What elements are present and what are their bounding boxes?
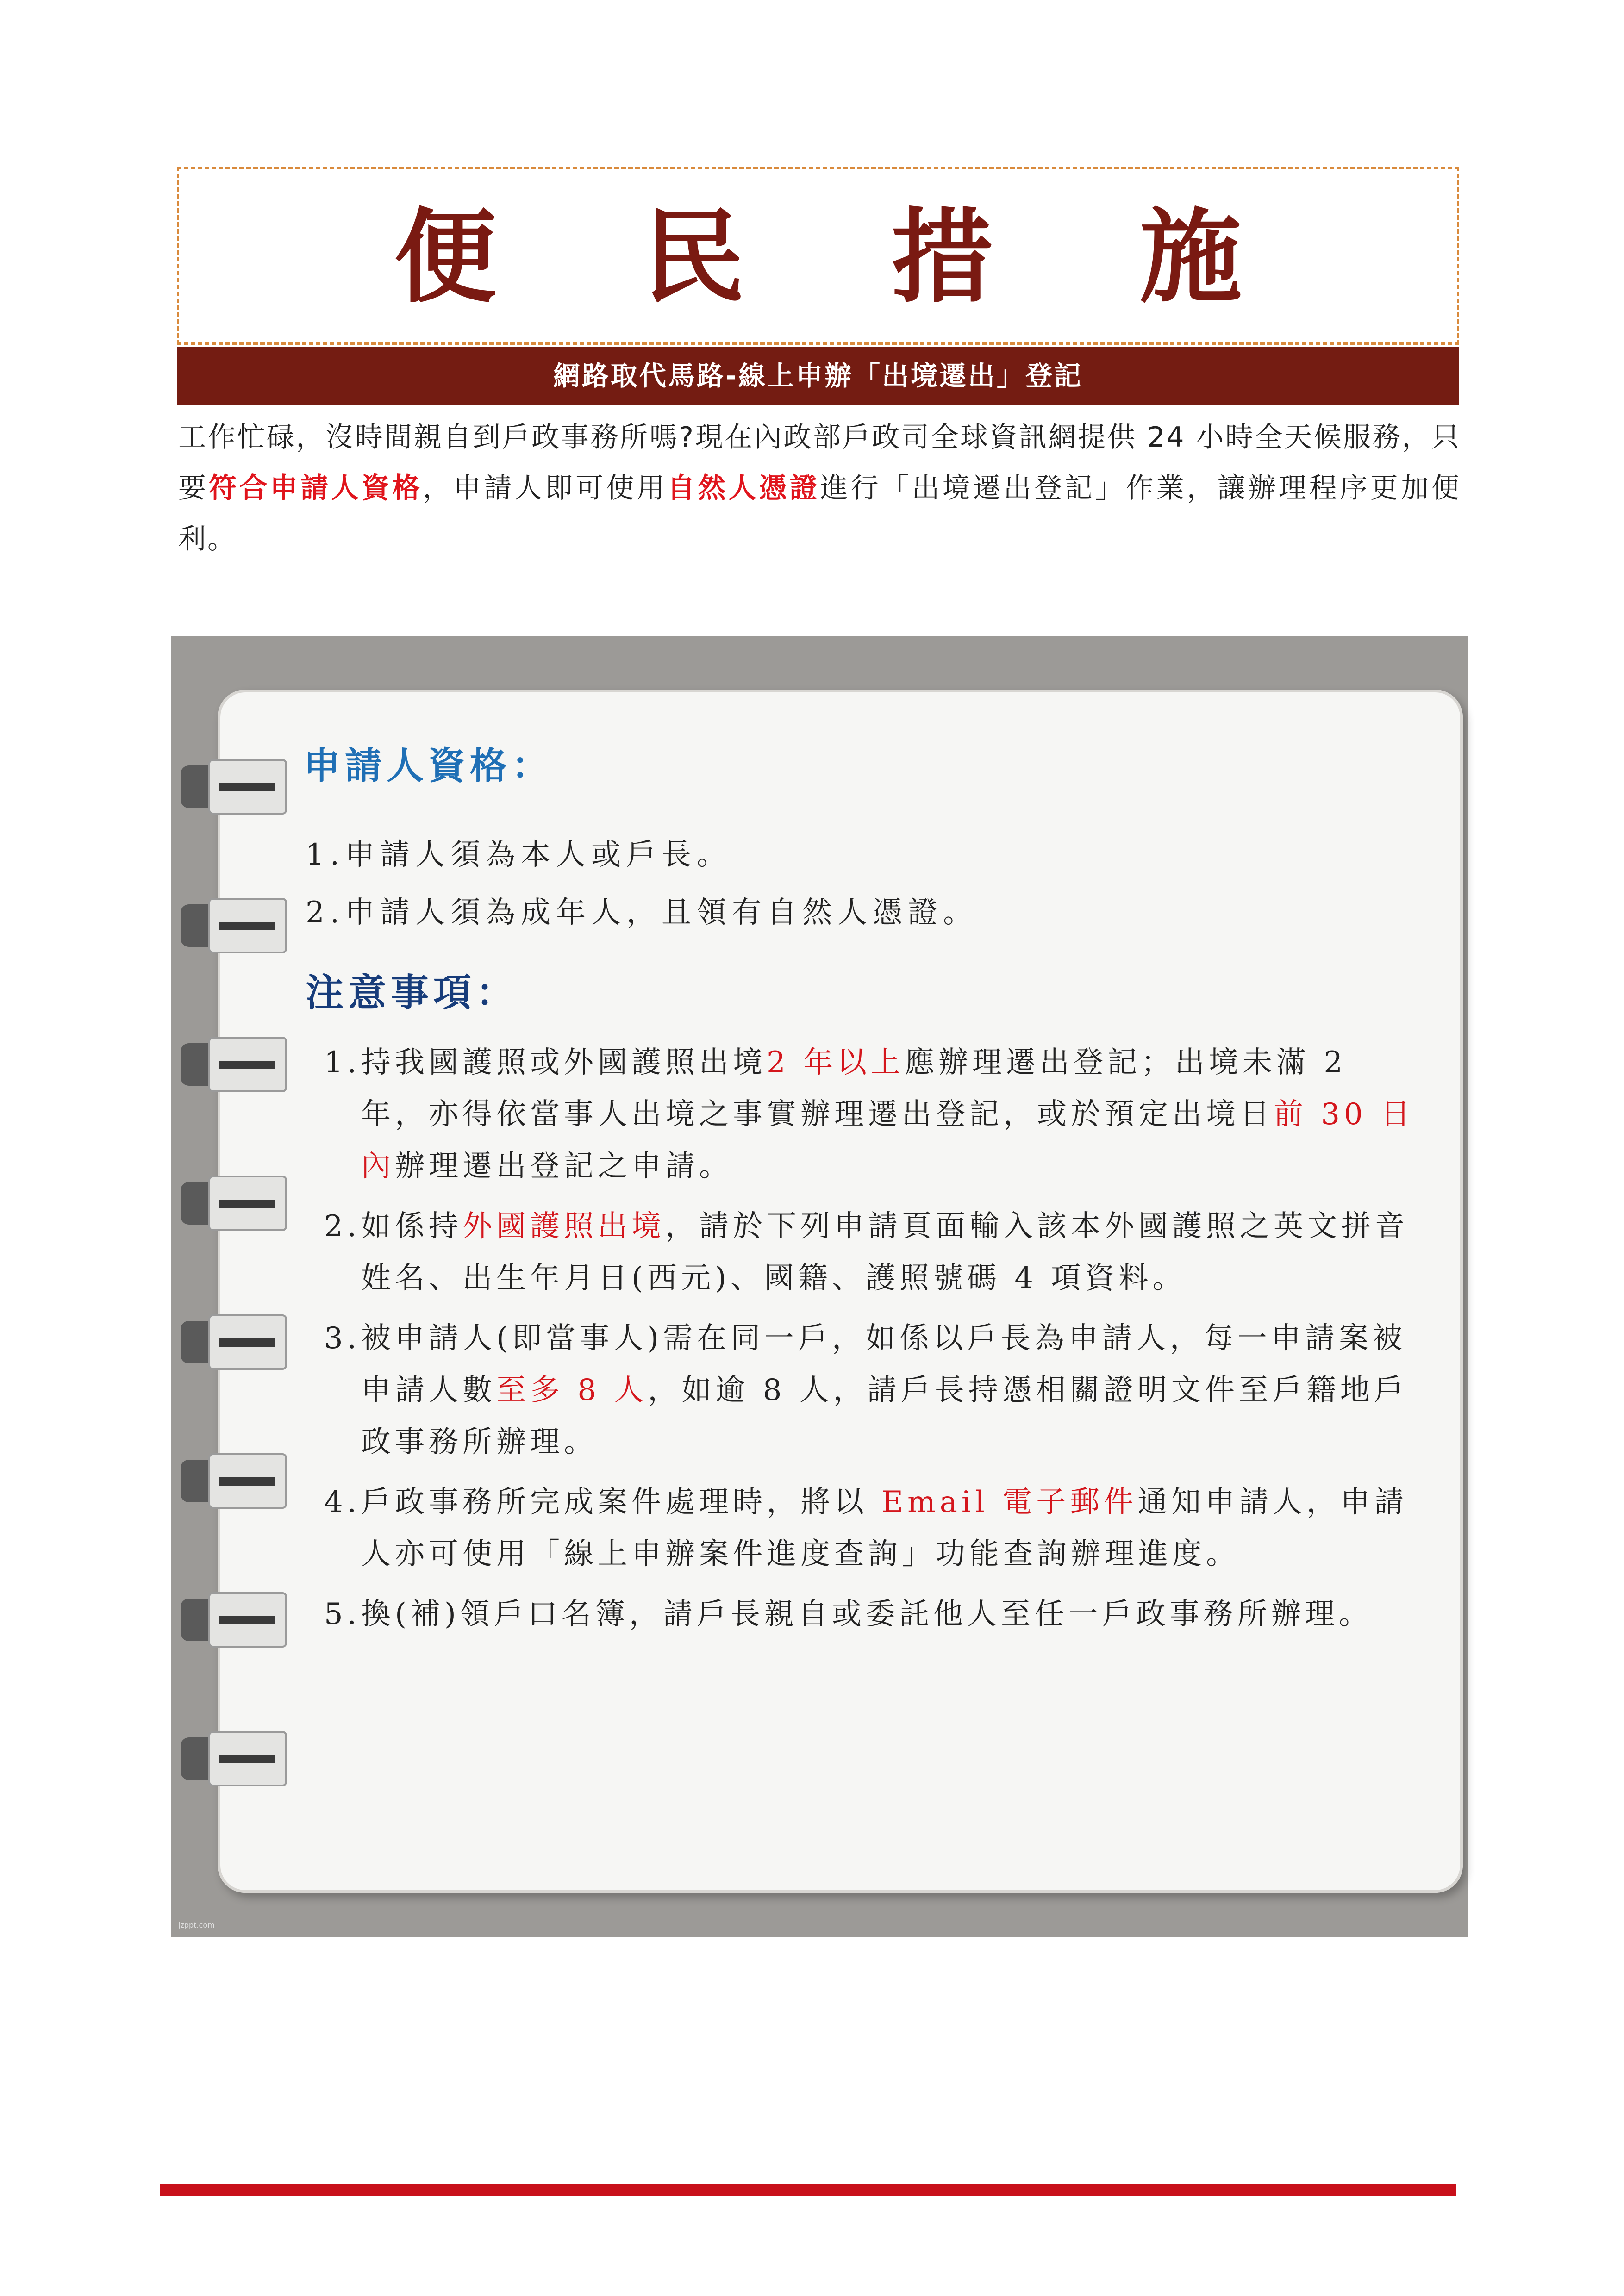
bottom-divider (160, 2184, 1456, 2196)
watermark: jzppt.com (178, 1921, 215, 1929)
note-item (324, 1037, 1417, 1192)
binder-ring-icon (181, 1453, 287, 1509)
binder-ring-icon (181, 1314, 287, 1370)
note-highlight: 2 年以上 (767, 1045, 905, 1080)
note-text: 換(補)領戶口名簿，請戶長親自或委託他人至任一戶政事務所辦理。 (361, 1597, 1373, 1631)
note-highlight: 外國護照出境 (462, 1209, 665, 1244)
intro-text-1: 工作忙碌，沒時間親自到戶政事務所嗎?現在內政部戶政司全球資訊網提供 24 小時全天候服務，只要 (178, 421, 1461, 504)
note-number: 5. (324, 1597, 361, 1631)
binder-ring-icon (181, 1037, 287, 1092)
note-number: 1. (324, 1045, 361, 1080)
note-highlight: 前 30 日內 (361, 1097, 1415, 1183)
subtitle-banner: 網路取代馬路-線上申辦「出境遷出」登記 (177, 347, 1459, 405)
note-item (324, 1201, 1417, 1304)
note-number: 2. (324, 1209, 361, 1244)
note-text: 戶政事務所完成案件處理時，將以 (361, 1485, 882, 1519)
intro-text-2: ，申請人即可使用 (423, 472, 668, 504)
note-text: 如係持 (361, 1209, 462, 1244)
intro-highlight-certificate: 自然人憑證 (667, 472, 820, 504)
note-text: 被申請人(即當事人)需在同一戶，如係以戶長為申請人，每一申請案被申請人數 (361, 1321, 1406, 1407)
binder-ring-icon (181, 1176, 287, 1231)
qualification-item: 2.申請人須為成年人，且領有自然人憑證。 (306, 896, 979, 930)
note-text: 辦理遷出登記之申請。 (395, 1149, 733, 1183)
note-text: ，請於下列申請頁面輸入該本外國護照之英文拼音姓名、出生年月日(西元)、國籍、護照號碼 4 項資料。 (361, 1209, 1409, 1295)
intro-highlight-eligibility: 符合申請人資格 (209, 472, 423, 504)
qualification-item: 1.申請人須為本人或戶長。 (306, 838, 732, 872)
intro-text-3: 進行「出境遷出登記」作業，讓辦理程序更加便利。 (178, 472, 1461, 555)
title-box (177, 167, 1459, 345)
binder-ring-icon (181, 1592, 287, 1648)
binder-ring-icon (181, 1731, 287, 1786)
note-number: 4. (324, 1485, 361, 1519)
note-number: 3. (324, 1321, 361, 1356)
note-text: 持我國護照或外國護照出境 (361, 1045, 767, 1080)
note-item (324, 1476, 1417, 1580)
note-text: 應辦理遷出登記；出境未滿 2 年，亦得依當事人出境之事實辦理遷出登記，或於預定出境日 (361, 1045, 1347, 1132)
note-item (324, 1588, 1417, 1640)
notes-list (324, 1037, 1417, 1649)
intro-paragraph (178, 412, 1461, 565)
note-highlight: 至多 8 人 (496, 1373, 648, 1407)
page-title: 便 民 措 施 (394, 197, 1297, 317)
note-item (324, 1313, 1417, 1468)
note-highlight: Email 電子郵件 (881, 1485, 1138, 1519)
note-text: 通知申請人，申請人亦可使用「線上申辦案件進度查詢」功能查詢辦理進度。 (361, 1485, 1408, 1571)
binder-ring-icon (181, 898, 287, 953)
qualifications-heading: 申請人資格： (303, 744, 553, 787)
note-text: ，如逾 8 人，請戶長持憑相關證明文件至戶籍地戶政事務所辦理。 (361, 1373, 1408, 1459)
binder-ring-icon (181, 759, 287, 815)
notes-heading: 注意事項： (306, 971, 519, 1015)
